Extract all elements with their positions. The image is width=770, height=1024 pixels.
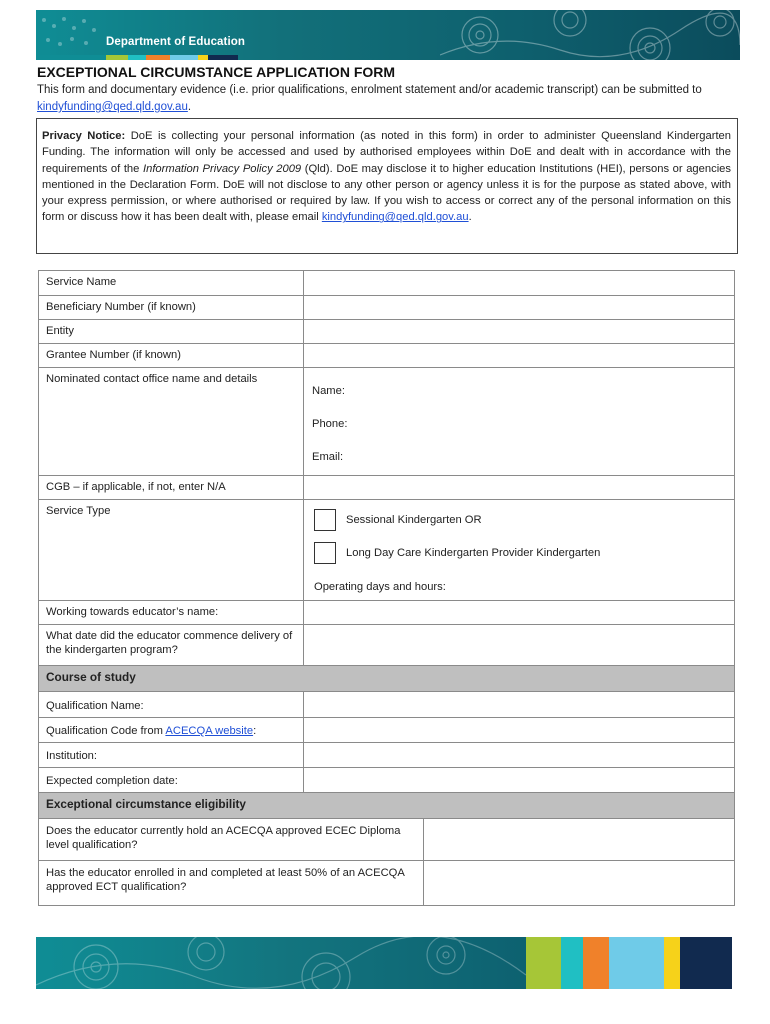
contact-phone-label: Phone:	[312, 418, 348, 430]
institution-field[interactable]	[304, 743, 735, 768]
intro-text-end: .	[187, 101, 192, 113]
footer-stripe-lime	[526, 937, 561, 989]
privacy-text-2: (Qld). DoE may disclose it to higher education Institutions (HEI), persons or agencies mentioned in the Declaration Form. DoE will not disclose to any other person or agency unless it is for the purpose as stated above, with your express permission, or where authorised or required by law. If you wish to access or correct any of the personal information on this form or discuss how it has been dealt with, please email	[42, 162, 731, 224]
beneficiary-field[interactable]	[304, 296, 735, 320]
longday-option	[314, 542, 726, 564]
qualification-name-field[interactable]	[304, 692, 735, 718]
institution-label: Institution:	[39, 743, 304, 768]
service-type-field	[304, 500, 735, 601]
sessional-option	[314, 509, 726, 531]
footer-stripe-orange	[583, 937, 609, 989]
privacy-text: DoE is collecting your personal information (as noted in this form) in order to administer Queensland Kindergarten Funding. The information will only be accessed and used by authorised employees within DoE and dealt with in accordance with the requirements of the	[42, 130, 731, 175]
eligibility-q2-row	[39, 861, 735, 906]
privacy-label: Privacy Notice:	[42, 130, 126, 142]
completion-date-label: Expected completion date:	[39, 768, 304, 793]
commence-date-label: What date did the educator commence delivery of the kindergarten program?	[39, 625, 304, 666]
eligibility-q2-label: Has the educator enrolled in and completed at least 50% of an ACECQA approved ECT qualification?	[39, 861, 424, 905]
service-type-label: Service Type	[39, 500, 304, 601]
privacy-email-link[interactable]: kindyfunding@qed.qld.gov.au	[321, 211, 469, 224]
completion-date-field[interactable]	[304, 768, 735, 793]
banner-left-pattern	[36, 10, 106, 60]
header-banner	[36, 10, 740, 60]
intro-paragraph	[37, 82, 737, 116]
educator-name-label: Working towards educator’s name:	[39, 601, 304, 625]
beneficiary-label: Beneficiary Number (if known)	[39, 296, 304, 320]
eligibility-q1-field[interactable]	[424, 819, 734, 860]
qualification-code-label	[39, 718, 304, 743]
footer-stripe-yellow	[664, 937, 680, 989]
cgb-label: CGB – if applicable, if not, enter N/A	[39, 476, 304, 500]
course-of-study-heading: Course of study	[39, 666, 735, 692]
contact-name-label: Name:	[312, 385, 345, 397]
grantee-label: Grantee Number (if known)	[39, 344, 304, 368]
qualification-code-suffix: :	[253, 725, 257, 737]
privacy-policy-name: Information Privacy Policy 2009	[142, 162, 302, 175]
eligibility-heading: Exceptional circumstance eligibility	[39, 793, 735, 819]
department-name: Department of Education	[106, 36, 246, 48]
banner-color-stripes	[36, 55, 238, 60]
eligibility-q2-field[interactable]	[424, 861, 734, 905]
service-name-label: Service Name	[39, 271, 304, 296]
sessional-label: Sessional Kindergarten OR	[346, 514, 482, 526]
service-name-field[interactable]	[304, 271, 735, 296]
acecqa-website-link[interactable]: ACECQA website	[165, 725, 254, 737]
qualification-name-label: Qualification Name:	[39, 692, 304, 718]
eligibility-q1-row	[39, 819, 735, 861]
eligibility-q1-label: Does the educator currently hold an ACECQA approved ECEC Diploma level qualification?	[39, 819, 424, 860]
qualification-code-text: Qualification Code from	[46, 725, 166, 737]
contact-email-label: Email:	[312, 451, 344, 463]
footer-stripe-cyan	[561, 937, 583, 989]
footer-banner	[36, 937, 732, 989]
qualification-code-field[interactable]	[304, 718, 735, 743]
footer-stripe-navy	[680, 937, 732, 989]
form-title: EXCEPTIONAL CIRCUMSTANCE APPLICATION FORM	[37, 64, 396, 80]
entity-label: Entity	[39, 320, 304, 344]
intro-email-link[interactable]: kindyfunding@qed.qld.gov.au	[37, 101, 188, 113]
longday-label: Long Day Care Kindergarten Provider Kindergarten	[346, 547, 601, 559]
cgb-field[interactable]	[304, 476, 735, 500]
footer-pattern-graphic	[36, 937, 526, 989]
operating-hours-label: Operating days and hours:	[314, 581, 446, 593]
longday-checkbox[interactable]	[314, 542, 336, 564]
footer-stripe-sky	[609, 937, 664, 989]
educator-name-field[interactable]	[304, 601, 735, 625]
entity-field[interactable]	[304, 320, 735, 344]
commence-date-field[interactable]	[304, 625, 735, 666]
footer-pattern	[36, 937, 526, 989]
sessional-checkbox[interactable]	[314, 509, 336, 531]
privacy-text-end: .	[468, 211, 472, 224]
indigenous-pattern-graphic	[440, 10, 740, 60]
contact-field[interactable]	[304, 368, 735, 476]
privacy-notice	[36, 118, 738, 254]
intro-text: This form and documentary evidence (i.e. prior qualifications, enrolment statement and/or academic transcript) can be submitted to	[37, 84, 702, 96]
grantee-field[interactable]	[304, 344, 735, 368]
application-form-table	[38, 270, 735, 906]
contact-label: Nominated contact office name and details	[39, 368, 304, 476]
